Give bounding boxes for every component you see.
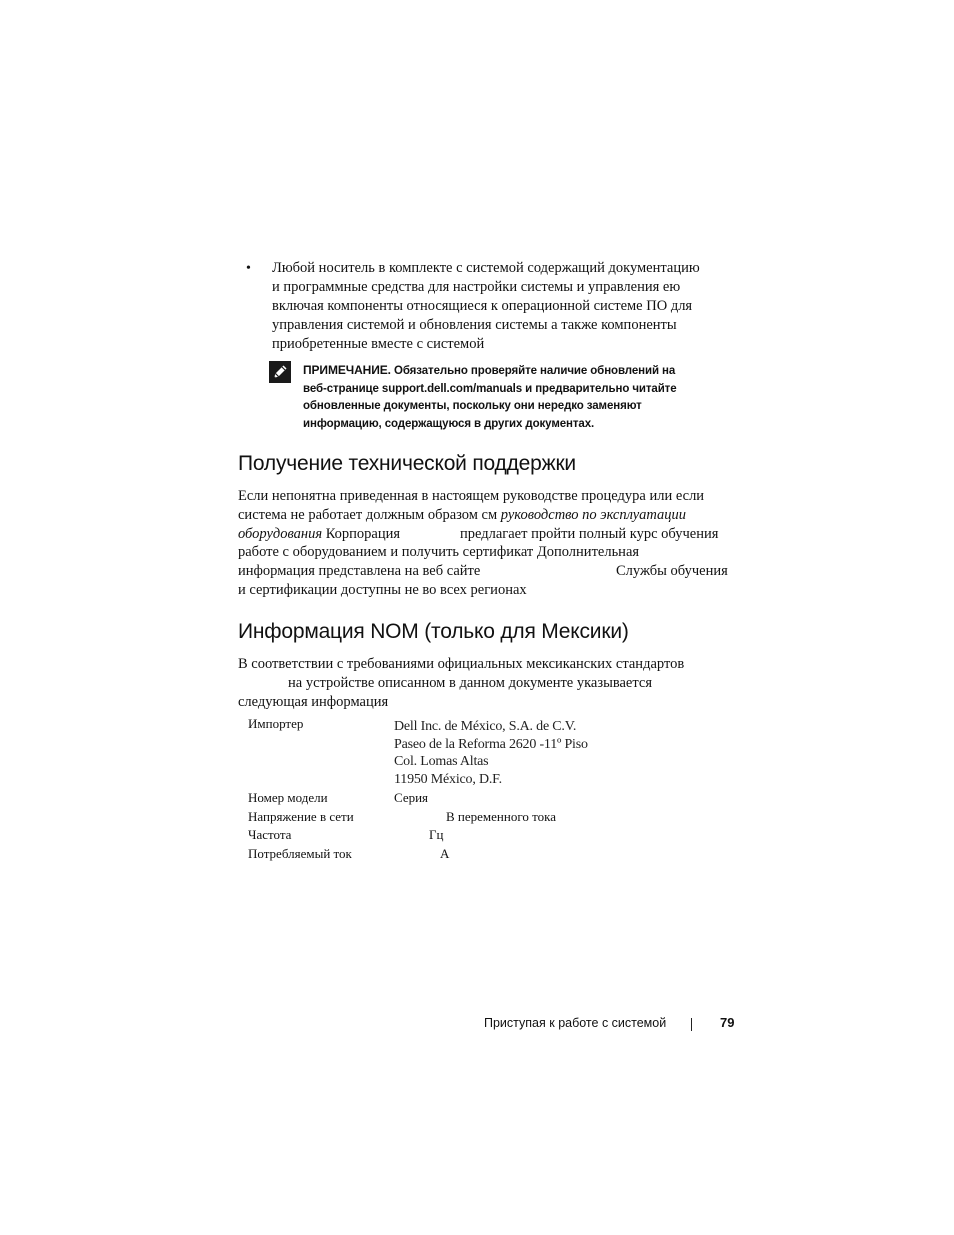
footer-separator	[691, 1018, 692, 1031]
para-line: В соответствии с требованиями официальных мексиканских стандартов	[238, 656, 685, 672]
para-text: система не работает должным образом см	[238, 506, 501, 523]
bullet-text	[272, 259, 742, 354]
footer-section-title: Приступая к работе с системой	[484, 1016, 667, 1030]
current-label: Потребляемый ток	[248, 846, 352, 861]
para-line: Если непонятна приведенная в настоящем руководстве процедура или если	[238, 488, 705, 504]
note-line	[303, 362, 723, 381]
nom-paragraph	[238, 655, 738, 711]
para-line	[238, 506, 738, 525]
para-text: Службы обучения	[616, 563, 728, 580]
para-line: и сертификации доступны не во всех регионах	[238, 581, 527, 598]
note-line-text: Обязательно проверяйте наличие обновлений на	[390, 365, 676, 377]
address-line: Paseo de la Reforma 2620 -11º Piso	[394, 736, 588, 752]
note-line-text: и предварительно читайте	[522, 382, 677, 395]
support-link[interactable]: support.dell.com/manuals	[381, 382, 523, 395]
voltage-label: Напряжение в сети	[248, 809, 354, 824]
para-text: информация представлена на веб сайте	[238, 563, 481, 580]
voltage-value: В переменного тока	[446, 809, 556, 824]
address-line: Dell Inc. de México, S.A. de C.V.	[394, 719, 577, 734]
importer-address	[394, 718, 588, 788]
manual-reference: оборудования	[238, 525, 323, 542]
bullet-line: Любой носитель в комплекте с системой содержащий документацию	[272, 260, 700, 276]
address-line: 11950 México, D.F.	[394, 771, 502, 787]
note-line: обновленные документы, поскольку они нередко заменяют	[303, 400, 642, 412]
model-label: Номер модели	[248, 790, 328, 805]
para-line: работе с оборудованием и получить сертификат Дополнительная	[238, 544, 640, 561]
frequency-value: Гц	[429, 827, 444, 842]
note-label: ПРИМЕЧАНИЕ.	[303, 363, 391, 377]
current-value: А	[440, 846, 450, 861]
frequency-label: Частота	[248, 827, 292, 842]
para-text: предлагает пройти полный курс обучения	[460, 525, 719, 542]
bullet-line: приобретенные вместе с системой	[272, 336, 485, 352]
pencil-note-icon	[269, 361, 291, 383]
support-paragraph	[238, 487, 738, 600]
bullet-line: и программные средства для настройки системы и управления ею	[272, 279, 681, 295]
support-heading: Получение технической поддержки	[238, 452, 576, 475]
importer-label: Импортер	[248, 716, 304, 731]
bullet-symbol: •	[246, 261, 251, 276]
para-line	[238, 525, 738, 544]
note-line-text: веб-странице	[303, 382, 382, 395]
address-line: Col. Lomas Altas	[394, 754, 489, 769]
page-number: 79	[720, 1015, 735, 1030]
model-value: Серия	[394, 790, 429, 805]
para-text: Корпорация	[322, 525, 401, 542]
para-line	[238, 562, 738, 581]
manual-reference: руководство по эксплуатации	[500, 506, 687, 523]
note-line: информацию, содержащуюся в других документах.	[303, 417, 595, 430]
nom-heading: Информация NOM (только для Мексики)	[238, 620, 629, 643]
note-text	[303, 362, 723, 433]
bullet-line: управления системой и обновления системы а также компоненты	[272, 317, 677, 333]
note-line	[303, 381, 723, 399]
para-line: на устройстве описанном в данном документе указывается	[288, 674, 652, 691]
bullet-line: включая компоненты относящиеся к операционной системе ПО для	[272, 298, 693, 314]
para-line: следующая информация	[238, 693, 389, 710]
